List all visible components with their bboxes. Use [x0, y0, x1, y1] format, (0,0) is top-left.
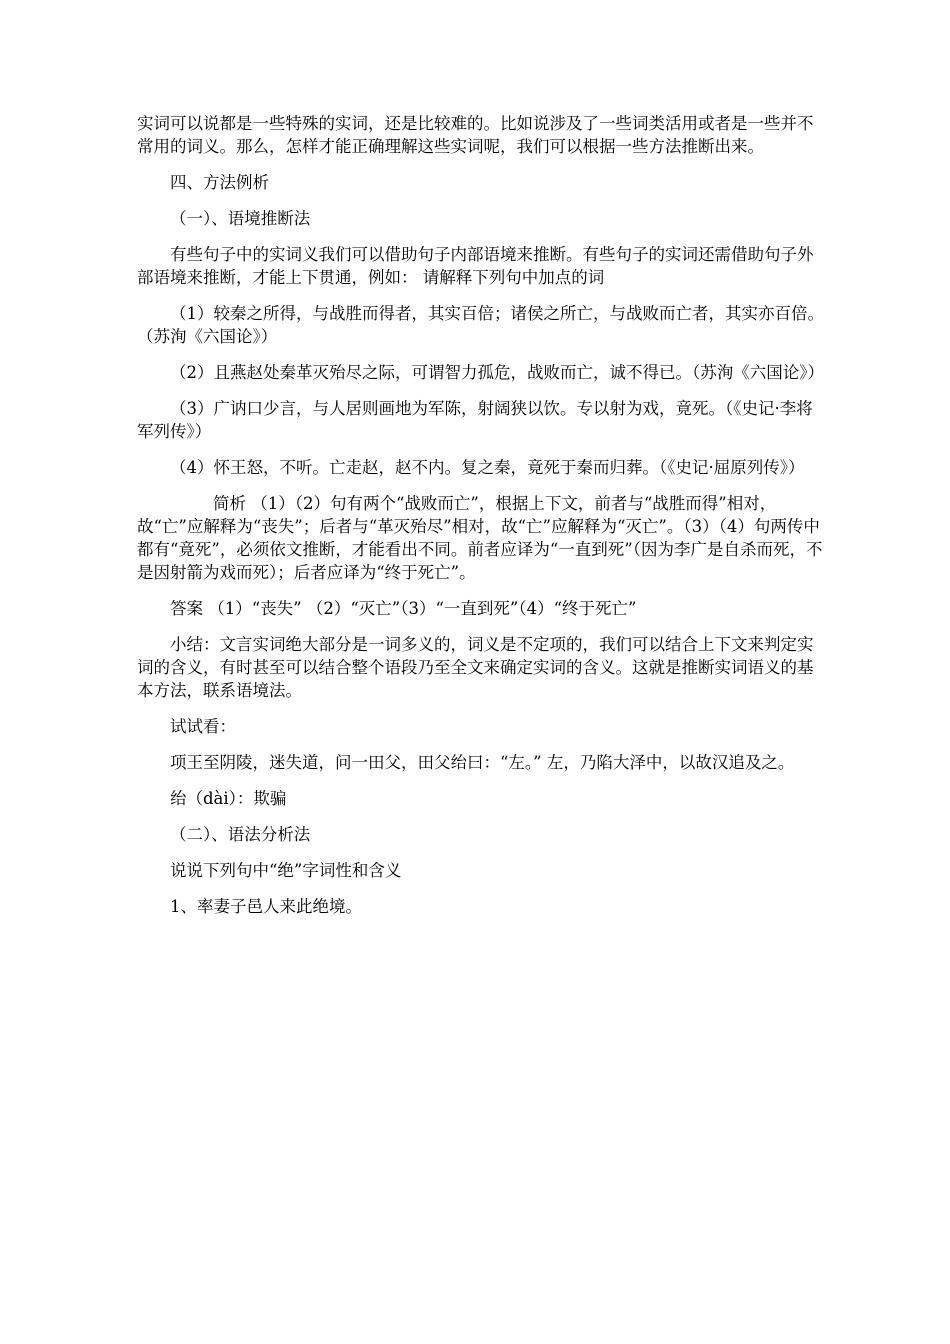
intro-paragraph: 实词可以说都是一些特殊的实词，还是比较难的。比如说涉及了一些词类活用或者是一些并不常用的词义。那么，怎样才能正确理解这些实词呢，我们可以根据一些方法推断出来。: [137, 114, 814, 156]
question-1: 1、率妻子邑人来此绝境。: [170, 897, 362, 916]
summary-paragraph: 小结：文言实词绝大部分是一词多义的，词义是不定项的，我们可以结合上下文来判定实词的含义，有时甚至可以结合整个语段乃至全文来确定实词的含义。这就是推断实词语义的基本方法，联系语境法。: [137, 635, 814, 700]
analysis-paragraph: 简析 （1）（2）句有两个“战败而亡”，根据上下文，前者与“战胜而得”相对，故“亡”应解释为“丧失”；后者与“革灭殆尽”相对，故“亡”应解释为“灭亡”。（3）（4）句两传中都有“竟死”，必须依文推断，才能看出不同。前者应译为“一直到死”（因为李广是自杀而死，不是因射箭为戏而死）；后者应译为“终于死亡”。: [137, 494, 823, 582]
context-explanation-paragraph: 有些句子中的实词义我们可以借助句子内部语境来推断。有些句子的实词还需借助句子外部语境来推断，才能上下贯通，例如： 请解释下列句中加点的词: [137, 245, 814, 287]
example-2: （2）且燕赵处秦革灭殆尽之际，可谓智力孤危，战败而亡，诚不得已。（苏洵《六国论》）: [170, 363, 824, 382]
try-passage: 项王至阴陵，迷失道，问一田父，田父绐曰：“左。” 左，乃陷大泽中，以故汉追及之。: [170, 753, 795, 772]
example-1: （1）较秦之所得，与战胜而得者，其实百倍；诸侯之所亡，与战败而亡者，其实亦百倍。（苏洵《六国论》）: [137, 304, 824, 346]
task-line: 说说下列句中“绝”字词性和含义: [170, 861, 402, 880]
document-page: [137, 112, 827, 918]
subheading-grammar-method: （二）、语法分析法: [170, 825, 311, 844]
answer-line: 答案 （1）“丧失” （2）“灭亡”（3）“一直到死”（4）“终于死亡”: [170, 599, 637, 618]
example-4: （4）怀王怒，不听。亡走赵，赵不内。复之秦，竟死于秦而归葬。（《史记·屈原列传》）: [170, 458, 805, 477]
example-3: （3）广讷口少言，与人居则画地为军陈，射阔狭以饮。专以射为戏，竟死。（《史记·李将军列传》）: [137, 399, 813, 441]
subheading-context-method: （一）、语境推断法: [170, 209, 311, 228]
try-label: 试试看：: [170, 717, 236, 736]
gloss-line: 绐（dài）：欺骗: [170, 789, 287, 808]
section-heading-methods: 四、方法例析: [170, 173, 269, 192]
